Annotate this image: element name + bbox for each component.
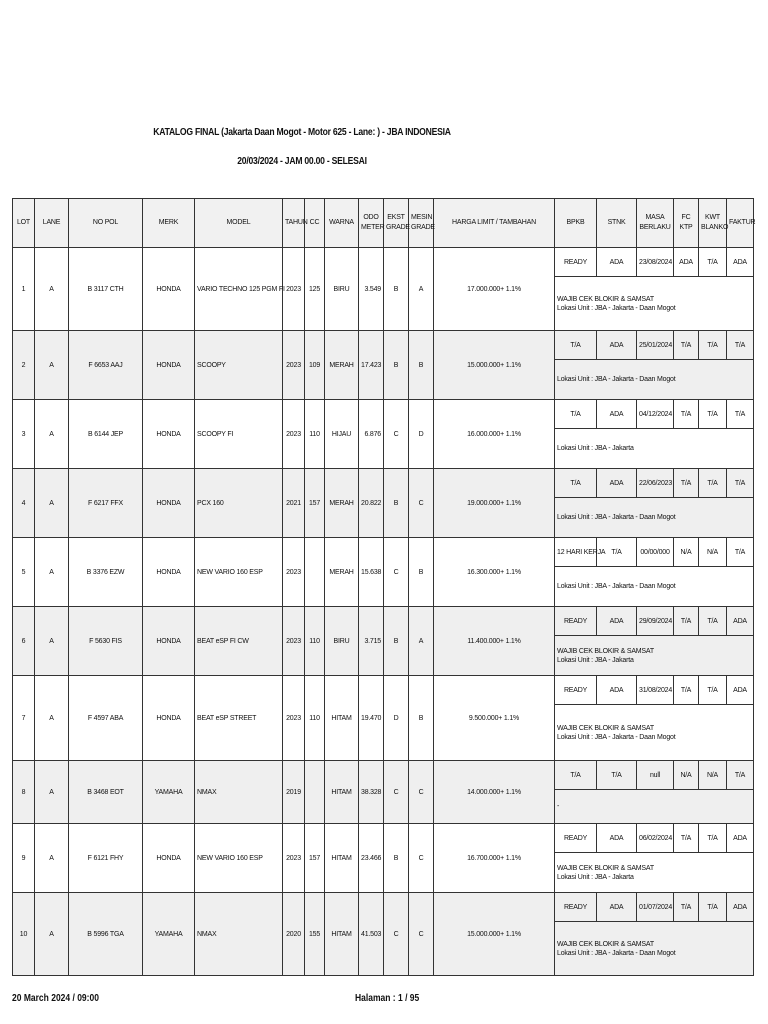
cell-model: NMAX [195,893,283,976]
table-row [13,824,754,853]
table-row [13,893,754,922]
cell-warna: MERAH [325,538,359,607]
cell-tahun: 2023 [283,824,305,893]
cell-mesin: C [409,761,434,824]
cell-lokasi [555,853,754,893]
cell-lane: A [35,248,69,331]
cell-warna: HITAM [325,761,359,824]
table-row [13,400,754,429]
table-row [13,607,754,636]
cell-nopol: B 5996 TGA [69,893,143,976]
location-text: Lokasi Unit : JBA - Jakarta [557,445,634,452]
cell-merk: HONDA [143,824,195,893]
cell-mesin: A [409,607,434,676]
cell-harga: 15.000.000+ 1.1% [434,893,555,976]
col-masa-berlaku: MASA BERLAKU [637,199,674,248]
cell-nopol: F 6121 FHY [69,824,143,893]
cell-lot: 4 [13,469,35,538]
cell-stnk: ADA [597,676,637,705]
location-text: - [557,803,560,810]
cell-lokasi [555,922,754,976]
cell-fcktp: N/A [674,538,699,567]
cell-nopol: F 6217 FFX [69,469,143,538]
catalog-subtitle: 20/03/2024 - JAM 00.00 - SELESAI [237,155,367,167]
cell-lane: A [35,331,69,400]
cell-lot: 7 [13,676,35,761]
cell-merk: HONDA [143,248,195,331]
cell-harga: 9.500.000+ 1.1% [434,676,555,761]
cell-lot: 8 [13,761,35,824]
cell-bpkb: READY [555,893,597,922]
cell-model: VARIO TECHNO 125 PGM FI [195,248,283,331]
cell-merk: HONDA [143,400,195,469]
cell-tahun: 2021 [283,469,305,538]
cell-cc: 109 [305,331,325,400]
col-cc: CC [305,199,325,248]
cell-stnk: ADA [597,331,637,360]
location-text: Lokasi Unit : JBA - Jakarta - Daan Mogot [557,304,676,312]
col-mesin-grade: MESIN GRADE [409,199,434,248]
cell-stnk: ADA [597,400,637,429]
cell-kwt: T/A [699,607,727,636]
location-text: Lokasi Unit : JBA - Jakarta [557,873,634,881]
cell-tahun: 2023 [283,400,305,469]
cell-warna: MERAH [325,469,359,538]
cell-bpkb: T/A [555,469,597,498]
cell-fcktp: T/A [674,676,699,705]
cell-warna: BIRU [325,607,359,676]
cell-masa: 06/02/2024 [637,824,674,853]
cell-lot: 3 [13,400,35,469]
cell-lokasi [555,636,754,676]
cell-stnk: T/A [597,761,637,790]
cell-mesin: C [409,469,434,538]
cell-ekst: B [384,248,409,331]
cell-ekst: C [384,400,409,469]
cell-fcktp: ADA [674,248,699,277]
cell-model: NEW VARIO 160 ESP [195,538,283,607]
cell-merk: HONDA [143,331,195,400]
cell-model: SCOOPY [195,331,283,400]
cell-faktur: ADA [727,893,754,922]
cell-faktur: ADA [727,607,754,636]
col-tahun: TAHUN [283,199,305,248]
table-row [13,676,754,705]
cell-tahun: 2023 [283,248,305,331]
cell-tahun: 2023 [283,538,305,607]
cell-ekst: B [384,824,409,893]
cell-ekst: B [384,607,409,676]
cell-lot: 1 [13,248,35,331]
cell-lokasi [555,790,754,824]
cell-bpkb: READY [555,676,597,705]
cell-odo: 15.638 [359,538,384,607]
cell-lokasi [555,360,754,400]
cell-fcktp: T/A [674,469,699,498]
cell-kwt: T/A [699,824,727,853]
col-lane: LANE [35,199,69,248]
cell-lane: A [35,400,69,469]
cell-faktur: T/A [727,469,754,498]
cell-stnk: ADA [597,248,637,277]
cell-warna: HITAM [325,893,359,976]
cell-lane: A [35,761,69,824]
cell-tahun: 2019 [283,761,305,824]
location-text: Lokasi Unit : JBA - Jakarta - Daan Mogot [557,376,676,383]
cell-cc: 157 [305,824,325,893]
cell-stnk: ADA [597,469,637,498]
cell-nopol: F 4597 ABA [69,676,143,761]
cell-odo: 3.715 [359,607,384,676]
table-row [13,248,754,277]
cell-harga: 19.000.000+ 1.1% [434,469,555,538]
cell-merk: YAMAHA [143,893,195,976]
col-odometer: ODO METER [359,199,384,248]
col-fc-ktp: FC KTP [674,199,699,248]
cell-lane: A [35,893,69,976]
cell-ekst: B [384,331,409,400]
cell-bpkb: T/A [555,331,597,360]
col-bpkb: BPKB [555,199,597,248]
cell-harga: 14.000.000+ 1.1% [434,761,555,824]
cell-tahun: 2020 [283,893,305,976]
cell-model: BEAT eSP STREET [195,676,283,761]
cell-mesin: B [409,538,434,607]
cell-odo: 38.328 [359,761,384,824]
cell-odo: 6.876 [359,400,384,469]
cell-harga: 11.400.000+ 1.1% [434,607,555,676]
cell-warna: HITAM [325,676,359,761]
cell-masa: 29/09/2024 [637,607,674,636]
cell-kwt: T/A [699,893,727,922]
cell-nopol: B 3468 EOT [69,761,143,824]
cell-faktur: ADA [727,248,754,277]
cell-nopol: B 3117 CTH [69,248,143,331]
cell-cc: 155 [305,893,325,976]
catalog-table [12,198,754,976]
cell-odo: 19.470 [359,676,384,761]
cell-bpkb: READY [555,607,597,636]
cell-fcktp: T/A [674,824,699,853]
cell-lokasi [555,567,754,607]
cell-lokasi [555,429,754,469]
cell-merk: HONDA [143,538,195,607]
note-text: WAJIB CEK BLOKIR & SAMSAT [557,647,654,655]
cell-kwt: T/A [699,676,727,705]
col-faktur: FAKTUR [727,199,754,248]
col-merk: MERK [143,199,195,248]
cell-faktur: T/A [727,761,754,790]
col-nopol: NO POL [69,199,143,248]
cell-merk: HONDA [143,469,195,538]
cell-tahun: 2023 [283,331,305,400]
cell-harga: 17.000.000+ 1.1% [434,248,555,331]
cell-mesin: D [409,400,434,469]
location-text: Lokasi Unit : JBA - Jakarta - Daan Mogot [557,583,676,590]
cell-bpkb: T/A [555,400,597,429]
cell-bpkb: READY [555,248,597,277]
cell-model: BEAT eSP FI CW [195,607,283,676]
table-row [13,331,754,360]
cell-lane: A [35,607,69,676]
cell-faktur: T/A [727,331,754,360]
cell-mesin: B [409,676,434,761]
cell-stnk: ADA [597,607,637,636]
col-warna: WARNA [325,199,359,248]
location-text: Lokasi Unit : JBA - Jakarta - Daan Mogot [557,733,676,741]
cell-nopol: B 3376 EZW [69,538,143,607]
cell-warna: BIRU [325,248,359,331]
cell-cc: 125 [305,248,325,331]
cell-lokasi [555,498,754,538]
cell-bpkb: T/A [555,761,597,790]
cell-masa: 00/00/000 [637,538,674,567]
cell-stnk: ADA [597,824,637,853]
cell-masa: 01/07/2024 [637,893,674,922]
cell-mesin: C [409,893,434,976]
cell-faktur: ADA [727,824,754,853]
cell-lane: A [35,676,69,761]
catalog-title: KATALOG FINAL (Jakarta Daan Mogot - Motor 625 - Lane: ) - JBA INDONESIA [153,126,451,138]
cell-nopol: B 6144 JEP [69,400,143,469]
cell-harga: 16.000.000+ 1.1% [434,400,555,469]
cell-ekst: D [384,676,409,761]
cell-lokasi [555,277,754,331]
cell-cc: 110 [305,607,325,676]
footer-date: 20 March 2024 / 09:00 [12,993,99,1004]
col-lot: LOT [13,199,35,248]
cell-kwt: T/A [699,400,727,429]
cell-odo: 41.503 [359,893,384,976]
cell-warna: HITAM [325,824,359,893]
col-ekst-grade: EKST GRADE [384,199,409,248]
cell-stnk: ADA [597,893,637,922]
note-text: WAJIB CEK BLOKIR & SAMSAT [557,724,654,732]
table-row [13,761,754,790]
note-text: WAJIB CEK BLOKIR & SAMSAT [557,940,654,948]
location-text: Lokasi Unit : JBA - Jakarta - Daan Mogot [557,514,676,521]
cell-odo: 23.466 [359,824,384,893]
footer-page: Halaman : 1 / 95 [355,993,420,1004]
cell-model: SCOOPY FI [195,400,283,469]
location-text: Lokasi Unit : JBA - Jakarta [557,656,634,664]
cell-lot: 10 [13,893,35,976]
cell-masa: 23/08/2024 [637,248,674,277]
cell-harga: 15.000.000+ 1.1% [434,331,555,400]
cell-ekst: B [384,469,409,538]
cell-merk: HONDA [143,607,195,676]
cell-odo: 17.423 [359,331,384,400]
note-text: WAJIB CEK BLOKIR & SAMSAT [557,864,654,872]
col-model: MODEL [195,199,283,248]
cell-mesin: B [409,331,434,400]
cell-fcktp: N/A [674,761,699,790]
table-row [13,469,754,498]
cell-lot: 5 [13,538,35,607]
cell-cc [305,761,325,824]
cell-lane: A [35,824,69,893]
cell-merk: YAMAHA [143,761,195,824]
cell-kwt: T/A [699,331,727,360]
cell-cc: 110 [305,400,325,469]
cell-masa: null [637,761,674,790]
cell-faktur: T/A [727,400,754,429]
cell-warna: HIJAU [325,400,359,469]
cell-faktur: ADA [727,676,754,705]
cell-mesin: C [409,824,434,893]
cell-odo: 20.822 [359,469,384,538]
col-harga: HARGA LIMIT / TAMBAHAN [434,199,555,248]
cell-fcktp: T/A [674,400,699,429]
cell-tahun: 2023 [283,676,305,761]
cell-cc: 157 [305,469,325,538]
cell-bpkb: 12 HARI KERJA [555,538,597,567]
cell-fcktp: T/A [674,893,699,922]
note-text: WAJIB CEK BLOKIR & SAMSAT [557,295,654,303]
cell-harga: 16.700.000+ 1.1% [434,824,555,893]
cell-faktur: T/A [727,538,754,567]
cell-lokasi [555,705,754,761]
cell-masa: 31/08/2024 [637,676,674,705]
cell-model: NEW VARIO 160 ESP [195,824,283,893]
table-row [13,538,754,567]
cell-kwt: N/A [699,538,727,567]
cell-cc [305,538,325,607]
cell-masa: 25/01/2024 [637,331,674,360]
col-stnk: STNK [597,199,637,248]
cell-model: NMAX [195,761,283,824]
cell-bpkb: READY [555,824,597,853]
cell-cc: 110 [305,676,325,761]
cell-harga: 16.300.000+ 1.1% [434,538,555,607]
cell-fcktp: T/A [674,331,699,360]
table-header-row [13,199,754,248]
cell-kwt: T/A [699,469,727,498]
cell-lane: A [35,538,69,607]
cell-fcktp: T/A [674,607,699,636]
cell-lot: 6 [13,607,35,676]
cell-kwt: T/A [699,248,727,277]
cell-lot: 2 [13,331,35,400]
cell-nopol: F 5630 FIS [69,607,143,676]
cell-ekst: C [384,893,409,976]
cell-mesin: A [409,248,434,331]
cell-masa: 04/12/2024 [637,400,674,429]
col-kwt-blanko: KWT BLANKO [699,199,727,248]
cell-lane: A [35,469,69,538]
cell-lot: 9 [13,824,35,893]
cell-odo: 3.549 [359,248,384,331]
cell-stnk: T/A [597,538,637,567]
cell-ekst: C [384,538,409,607]
cell-ekst: C [384,761,409,824]
cell-warna: MERAH [325,331,359,400]
cell-model: PCX 160 [195,469,283,538]
cell-kwt: N/A [699,761,727,790]
cell-merk: HONDA [143,676,195,761]
location-text: Lokasi Unit : JBA - Jakarta - Daan Mogot [557,949,676,957]
cell-nopol: F 6653 AAJ [69,331,143,400]
cell-masa: 22/06/2023 [637,469,674,498]
cell-tahun: 2023 [283,607,305,676]
